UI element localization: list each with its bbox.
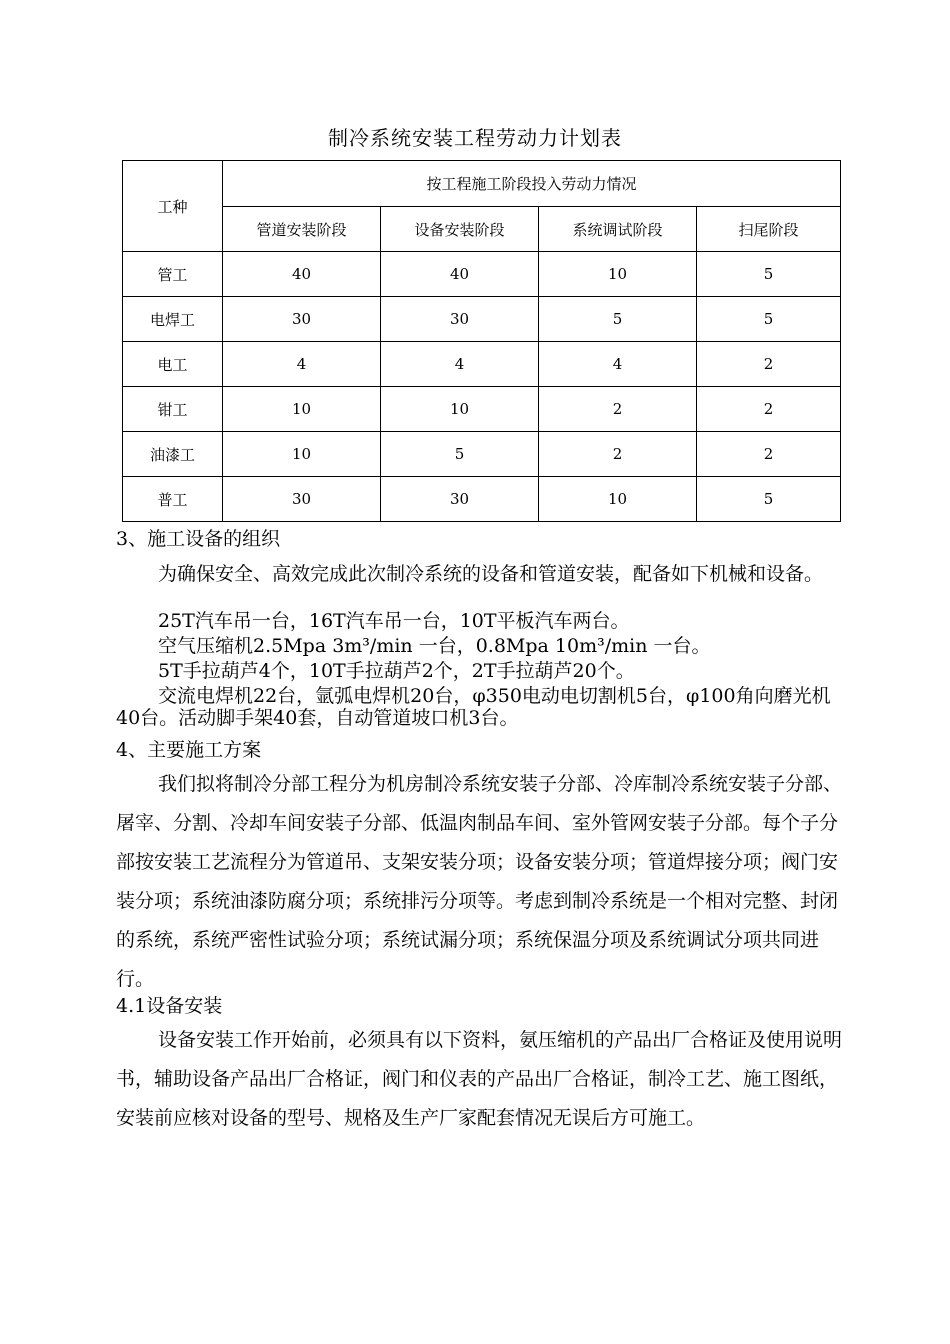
value-cell: 4 — [223, 342, 381, 387]
trade-header: 工种 — [123, 161, 223, 252]
stage-header: 设备安装阶段 — [381, 207, 539, 252]
value-cell: 10 — [381, 387, 539, 432]
table-row — [123, 477, 841, 522]
trade-cell: 油漆工 — [123, 432, 223, 477]
value-cell: 10 — [539, 477, 697, 522]
trade-cell: 电工 — [123, 342, 223, 387]
trade-cell: 管工 — [123, 252, 223, 297]
value-cell: 4 — [539, 342, 697, 387]
section-4-1-heading: 4.1设备安装 — [116, 995, 223, 1017]
table-row — [123, 387, 841, 432]
value-cell: 4 — [381, 342, 539, 387]
value-cell: 5 — [539, 297, 697, 342]
table-row — [123, 432, 841, 477]
stage-header: 扫尾阶段 — [697, 207, 841, 252]
stage-header: 系统调试阶段 — [539, 207, 697, 252]
equipment-line-compressors: 空气压缩机2.5Mpa 3m³/min 一台，0.8Mpa 10m³/min 一台。 — [158, 635, 711, 657]
value-cell: 40 — [223, 252, 381, 297]
trade-cell: 钳工 — [123, 387, 223, 432]
value-cell: 30 — [381, 477, 539, 522]
section-4-body: 我们拟将制冷分部工程分为机房制冷系统安装子分部、冷库制冷系统安装子分部、屠宰、分割、冷却车间安装子分部、低温肉制品车间、室外管网安装子分部。每个子分部按安装工艺流程分为管道吊、支架安装分项；设备安装分项；管道焊接分项；阀门安装分项；系统油漆防腐分项；系统排污分项等。考虑到制冷系统是一个相对完整、封闭的系统，系统严密性试验分项；系统试漏分项；系统保温分项及系统调试分项共同进行。 — [116, 773, 843, 990]
page-title: 制冷系统安装工程劳动力计划表 — [328, 126, 622, 150]
value-cell: 10 — [223, 387, 381, 432]
value-cell: 5 — [697, 252, 841, 297]
section-3-intro: 为确保安全、高效完成此次制冷系统的设备和管道安装，配备如下机械和设备。 — [158, 563, 824, 585]
equipment-line-cranes: 25T汽车吊一台，16T汽车吊一台，10T平板汽车两台。 — [158, 610, 630, 632]
table-row — [123, 342, 841, 387]
section-3-heading: 3、施工设备的组织 — [116, 528, 281, 550]
value-cell: 10 — [539, 252, 697, 297]
trade-cell: 电焊工 — [123, 297, 223, 342]
equipment-line-hoists: 5T手拉葫芦4个，10T手拉葫芦2个，2T手拉葫芦20个。 — [158, 660, 635, 682]
value-cell: 30 — [223, 297, 381, 342]
value-cell: 5 — [697, 477, 841, 522]
labor-plan-table — [122, 160, 841, 522]
value-cell: 2 — [697, 387, 841, 432]
value-cell: 2 — [697, 342, 841, 387]
value-cell: 5 — [381, 432, 539, 477]
table-row — [123, 297, 841, 342]
value-cell: 2 — [697, 432, 841, 477]
value-cell: 30 — [381, 297, 539, 342]
value-cell: 10 — [223, 432, 381, 477]
equipment-line-welders: 交流电焊机22台，氩弧电焊机20台，φ350电动电切割机5台，φ100角向磨光机40台。活动脚手架40套，自动管道坡口机3台。 — [116, 685, 831, 729]
group-header: 按工程施工阶段投入劳动力情况 — [223, 161, 841, 207]
section-4-1-body: 设备安装工作开始前，必须具有以下资料，氨压缩机的产品出厂合格证及使用说明书，辅助设备产品出厂合格证，阀门和仪表的产品出厂合格证，制冷工艺、施工图纸，安装前应核对设备的型号、规格及生产厂家配套情况无误后方可施工。 — [116, 1029, 843, 1129]
value-cell: 2 — [539, 432, 697, 477]
value-cell: 2 — [539, 387, 697, 432]
stage-header: 管道安装阶段 — [223, 207, 381, 252]
value-cell: 40 — [381, 252, 539, 297]
table-row — [123, 252, 841, 297]
value-cell: 30 — [223, 477, 381, 522]
trade-cell: 普工 — [123, 477, 223, 522]
section-4-heading: 4、主要施工方案 — [116, 739, 262, 761]
value-cell: 5 — [697, 297, 841, 342]
